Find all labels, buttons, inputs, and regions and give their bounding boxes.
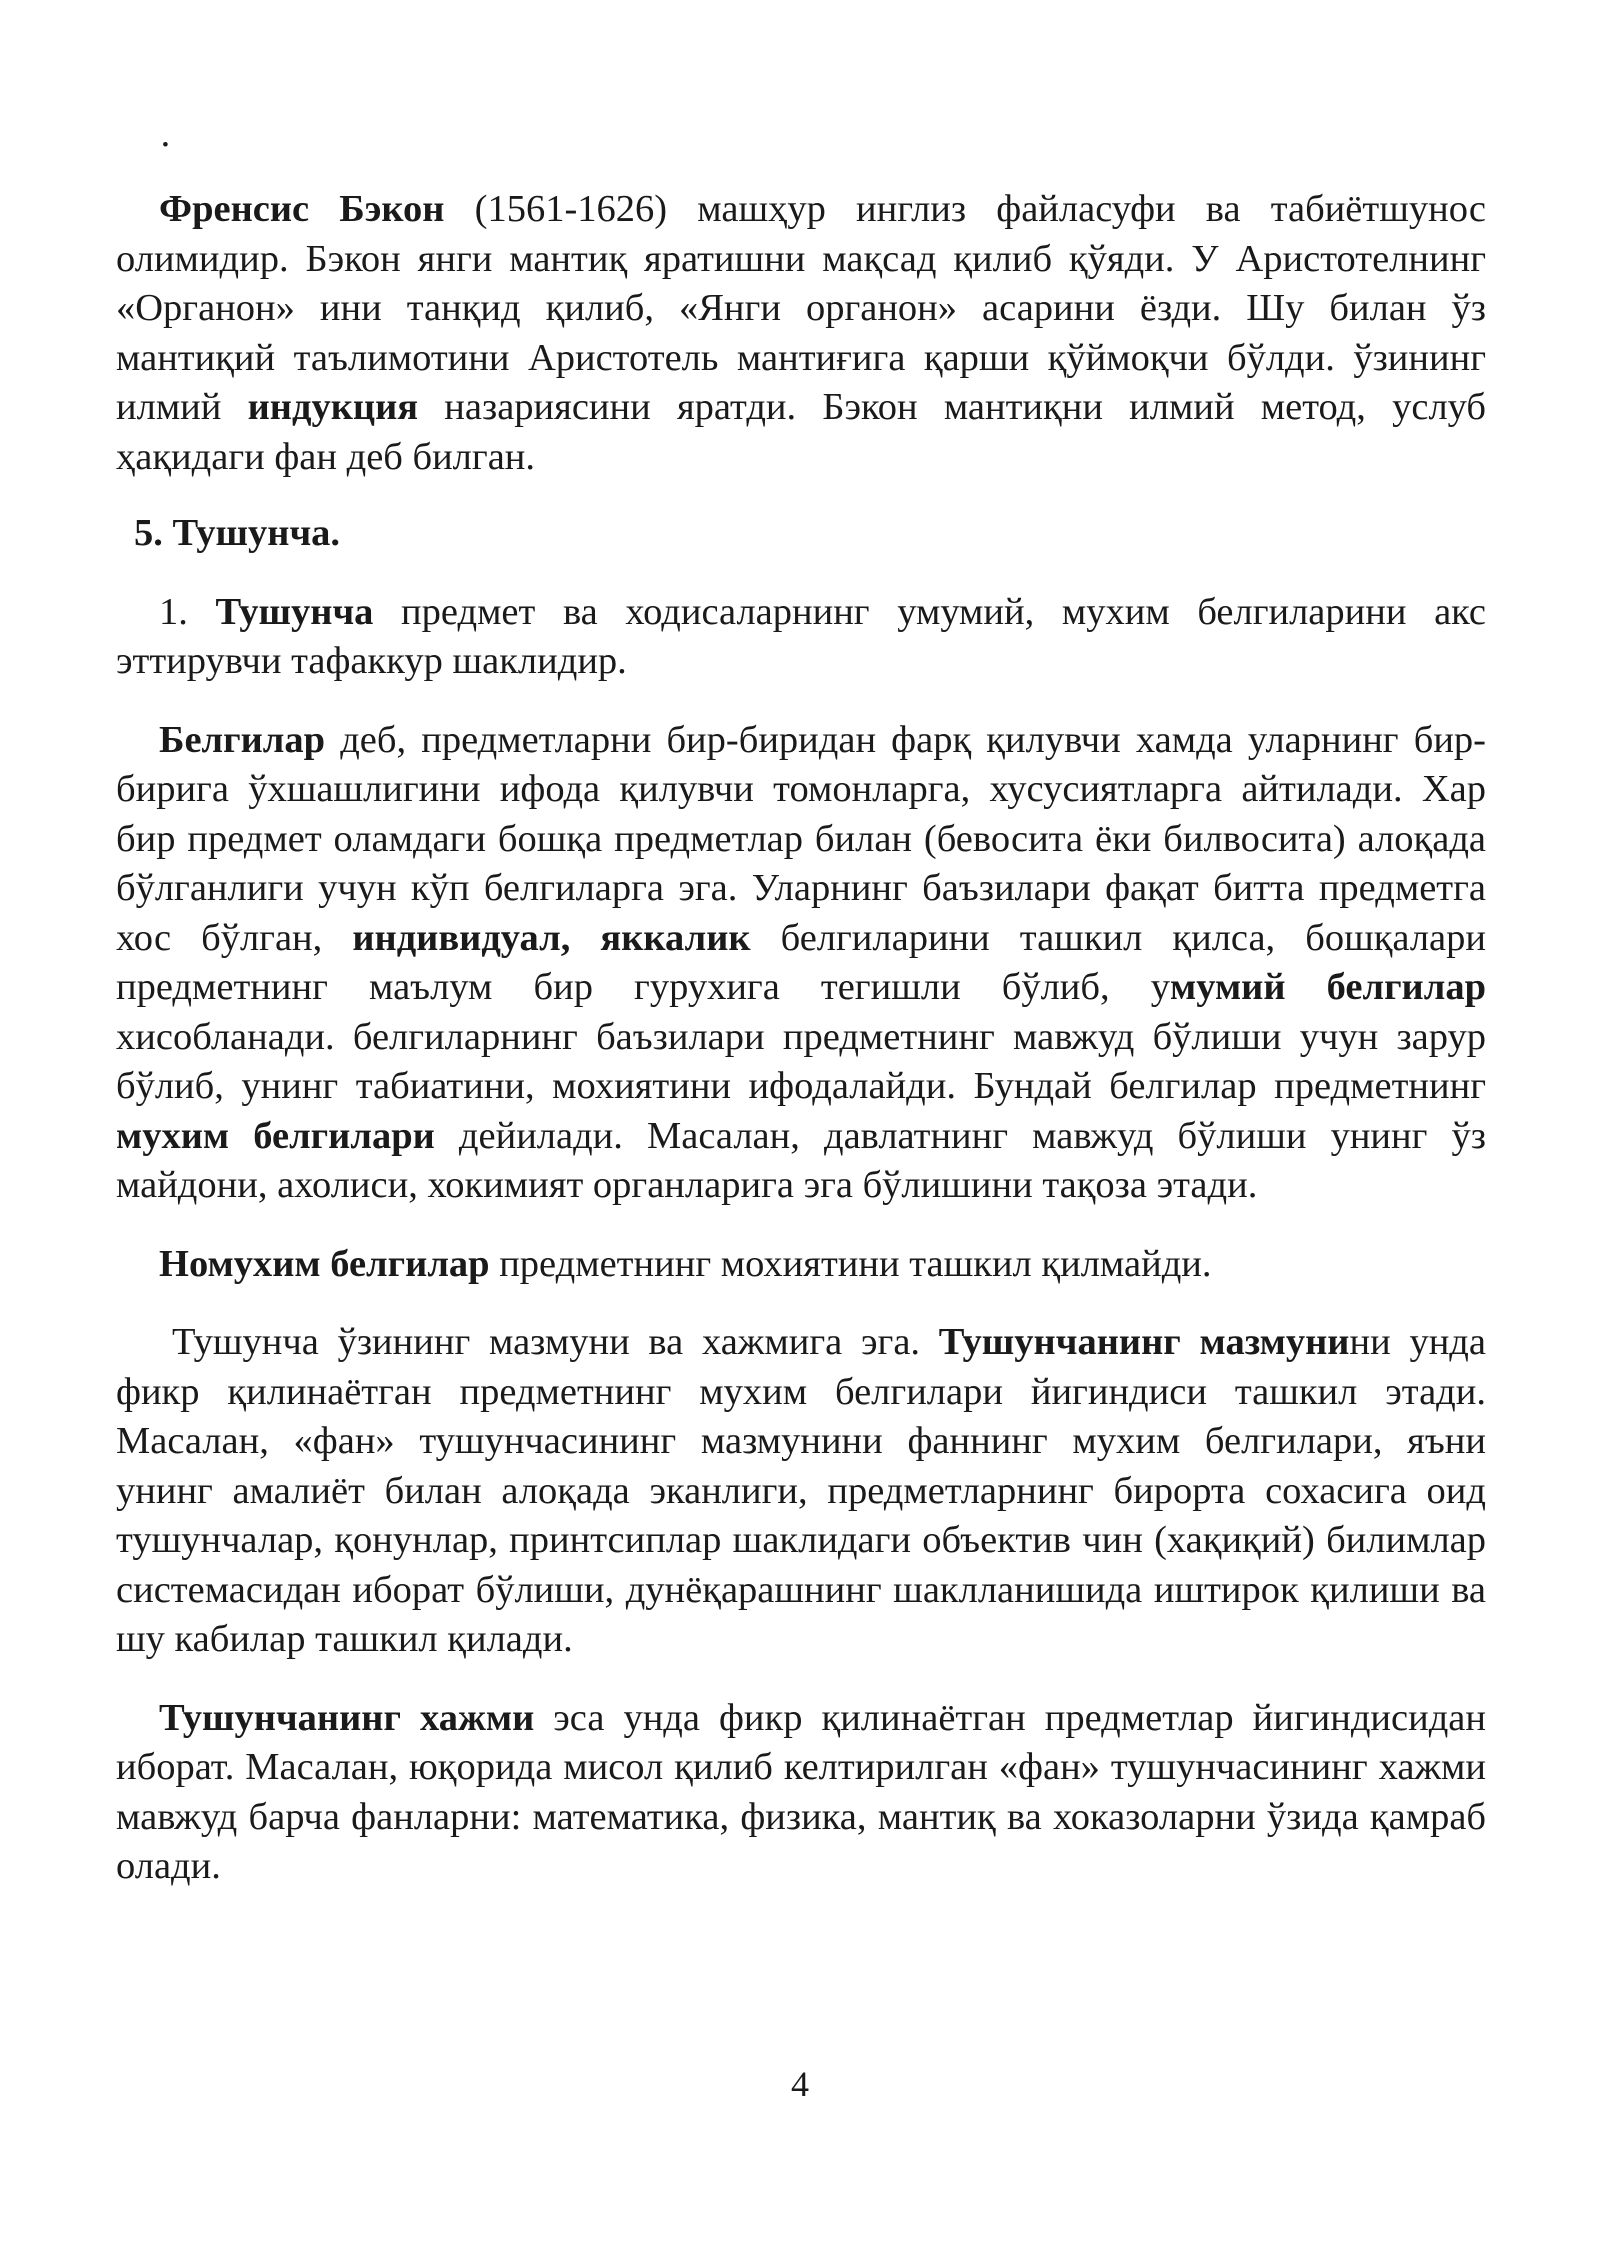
bold-term-individual: индивидуал, яккалик bbox=[352, 916, 751, 959]
paragraph-content: Тушунча ўзининг мазмуни ва хажмига эга. Тушунчанинг мазмунини унда фикр қилинаётган предметнинг мухим белгилари йигиндиси ташкил этади. Масалан, «фан» тушунчасининг мазмунини фаннинг мухим белгилари, яъни унинг амалиёт билан алоқада эканлиги, предметларнинг бирорта сохасига оид тушунчалар, қонунлар, принтсиплар шаклидаги объектив чин (хақиқий) билимлар системасидан иборат бўлиши, дунёқарашнинг шаклланишида иштирок қилиши ва шу кабилар ташкил қилади. bbox=[116, 1321, 1486, 1660]
bold-term-essential-features: мухим белгилари bbox=[116, 1114, 435, 1157]
section-heading: 5. Тушунча. bbox=[134, 512, 341, 554]
bold-term-concept-volume: Тушунчанинг хажми bbox=[159, 1696, 535, 1739]
page-number: 4 bbox=[791, 2064, 809, 2104]
bold-term-nonessential: Номухим белгилар bbox=[159, 1242, 490, 1285]
bold-term-features: Белгилар bbox=[159, 718, 326, 761]
paragraph-bacon: Френсис Бэкон (1561-1626) машҳур инглиз файласуфи ва табиётшунос олимидир. Бэкон янги мантиқ яратишни мақсад қилиб қўяди. У Аристотелнинг «Органон» ини танқид қилиб, «Янги органон» асарини ёзди. Шу билан ўз мантиқий таълимотини Аристотель мантиғига қарши қўймоқчи бўлди. ўзининг илмий индукция назариясини яратди. Бэкон мантиқни илмий метод, услуб ҳақидаги фан деб билган. bbox=[116, 188, 1486, 478]
bold-term-concept: Тушунча bbox=[215, 590, 374, 633]
bold-term-induction: индукция bbox=[247, 386, 419, 428]
document-page bbox=[116, 120, 1486, 1892]
paragraph-features: Белгилар деб, предметларни бир-биридан фарқ қилувчи хамда уларнинг бир-бирига ўхшашлигини ифода қилувчи томонларга, хусусиятларга айтилади. Хар бир предмет оламдаги бошқа предметлар билан (бевосита ёки билвосита) алоқада бўлганлиги учун кўп белгиларга эга. Уларнинг баъзилари фақат битта предметга хос бўлган, индивидуал, яккалик белгиларини ташкил қилса, бошқалари предметнинг маълум бир гурухига тегишли бўлиб, умумий белгилар хисобланади. белгиларнинг баъзилари предметнинг мавжуд бўлиши учун зарур бўлиб, унинг табиатини, мохиятини ифодалайди. Бундай белгилар предметнинг мухим белгилари дейилади. Масалан, давлатнинг мавжуд бўлиши унинг ўз майдони, ахолиси, хокимият органларига эга бўлишини тақоза этади. bbox=[116, 718, 1487, 1206]
bold-term-bacon: Френсис Бэкон bbox=[159, 188, 445, 230]
paragraph-volume: Тушунчанинг хажми эса унда фикр қилинаётган предметлар йигиндисидан иборат. Масалан, юқорида мисол қилиб келтирилган «фан» тушунчасининг хажми мавжуд барча фанларни: математика, физика, мантиқ ва хоказоларни ўзида қамраб олади. bbox=[116, 1696, 1486, 1887]
bold-term-concept-content: Тушунчанинг мазмуни bbox=[938, 1321, 1350, 1363]
paragraph-definition: 1. Тушунча предмет ва ходисаларнинг умумий, мухим белгиларини акс эттирувчи тафаккур шаклидир. bbox=[116, 590, 1486, 682]
bold-term-general-features: мумий белгилар bbox=[1169, 966, 1486, 1008]
leading-mark: · bbox=[159, 124, 172, 166]
paragraph-nonessential: Номухим белгилар предметнинг мохиятини ташкил қилмайди. bbox=[159, 1242, 1212, 1285]
